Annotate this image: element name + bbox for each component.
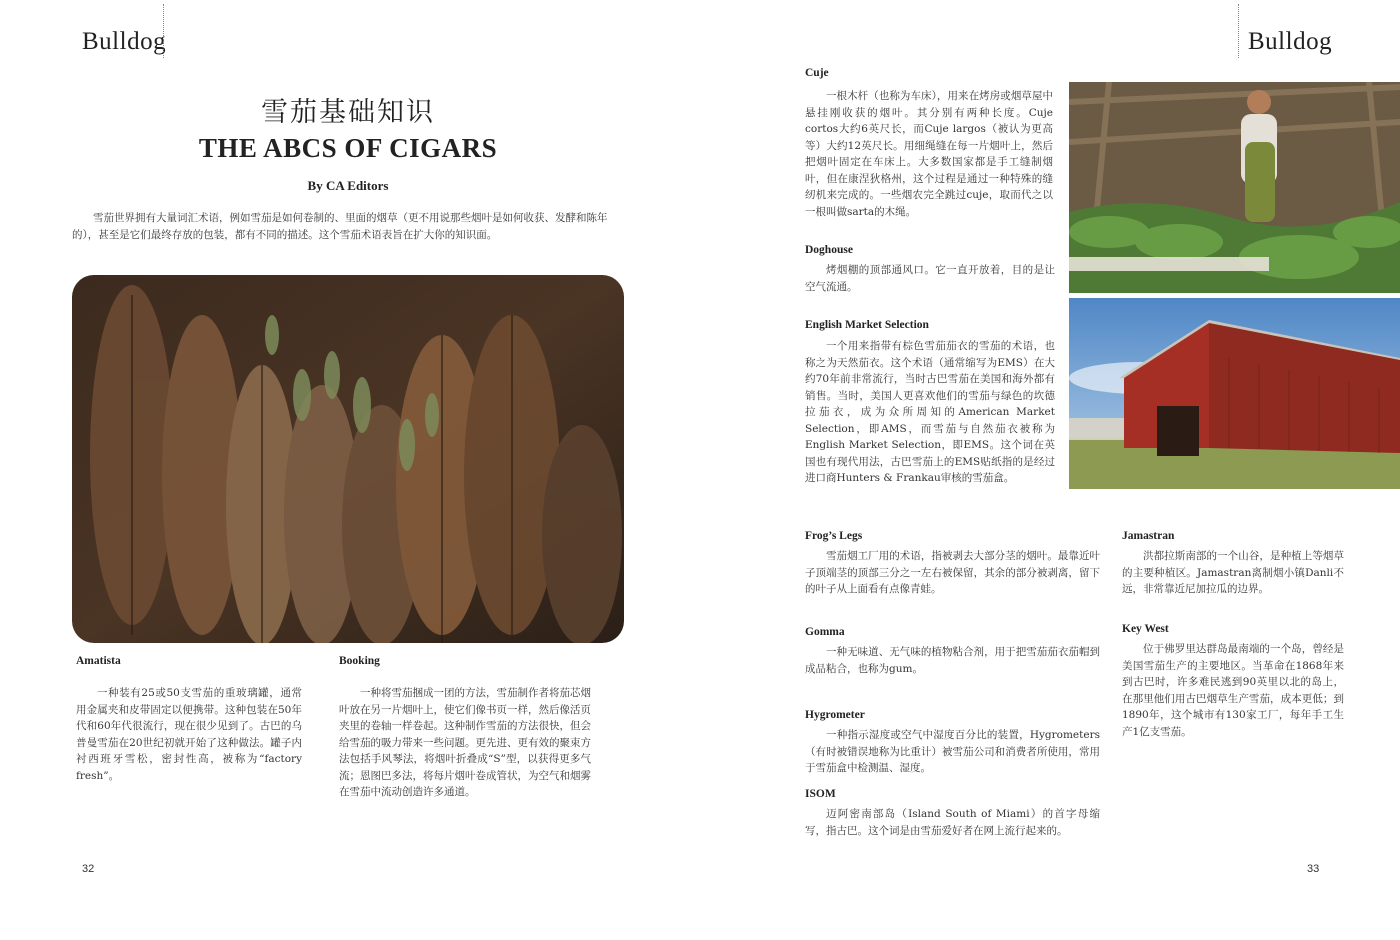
tobacco-leaves-illustration	[72, 275, 624, 643]
header-divider-right	[1238, 4, 1239, 58]
entry-term-ems: English Market Selection	[805, 319, 929, 331]
article-intro: 雪茄世界拥有大量词汇术语，例如雪茄是如何卷制的、里面的烟草（更不用说那些烟叶是如何收获、发酵和陈年的），甚至是它们最终存放的包装，都有不同的描述。这个雪茄术语表旨在扩大你的知识面。	[72, 212, 608, 241]
entry-term-cuje: Cuje	[805, 67, 829, 79]
entry-def-booking: 一种将雪茄捆成一团的方法，雪茄制作者将茄芯烟叶放在另一片烟叶上，使它们像书页一样，然后像活页夹里的卷轴一样卷起。这种制作雪茄的方法很快，但会给雪茄的吸力带来一些问题。更先进、更有效的聚束方法包括手风琴法，将烟叶折叠成“S”型，以获得更多气流；恩图巴多法，将每片烟叶卷成管状，为空气和烟雾在雪茄中流动创造许多通道。	[339, 687, 591, 798]
entry-def-key-west: 位于佛罗里达群岛最南端的一个岛，曾经是美国雪茄生产的主要地区。当革命在1868年来到古巴时，许多难民逃到90英里以北的岛上，在那里他们用古巴烟草生产雪茄，成本更低；到1890年，这个城市有130家工厂，每年手工生产1亿支雪茄。	[1122, 643, 1344, 738]
entry-term-hygrometer: Hygrometer	[805, 709, 865, 721]
entry-term-doghouse: Doghouse	[805, 244, 853, 256]
red-barn-illustration	[1069, 298, 1400, 489]
article-title-cn: 雪茄基础知识	[261, 97, 435, 128]
article-title-en: THE ABCS OF CIGARS	[198, 133, 498, 163]
entry-term-frogs-legs: Frog’s Legs	[805, 530, 863, 542]
entry-def-doghouse: 烤烟棚的顶部通风口。它一直开放着，目的是让空气流通。	[805, 264, 1055, 293]
article-byline: By CA Editors	[307, 178, 389, 193]
entry-term-key-west: Key West	[1122, 623, 1169, 635]
entry-def-ems: 一个用来指带有棕色雪茄茄衣的雪茄的术语，也称之为天然茄衣。这个术语（通常缩写为EMS）在大约70年前非常流行，当时古巴雪茄在美国和海外都有销售。当时，美国人更喜欢他们的雪茄与绿色的坎德拉茄衣，成为众所周知的American Market Selection，即AMS，而雪茄与自然茄衣被称为English Market Selection，即EMS。这个词在英国也有现代用法，古巴雪茄上的EMS贴纸指的是经过进口商Hunters & Frankau审核的雪茄盒。	[805, 340, 1055, 484]
entry-def-amatista: 一种装有25或50支雪茄的重玻璃罐，通常用金属夹和皮带固定以便携带。这种包装在50年代和60年代很流行，现在很少见到了。古巴的乌普曼雪茄在20世纪初就开始了这种做法。罐子内衬西班牙雪松，密封性高，被称为“factory fresh”。	[76, 687, 302, 782]
entry-term-gomma: Gomma	[805, 626, 845, 638]
header-divider-left	[163, 4, 164, 58]
page-number-left: 32	[82, 863, 95, 875]
entry-def-gomma: 一种无味道、无气味的植物粘合剂，用于把雪茄茄衣茄帽到成品粘合，也称为gum。	[805, 646, 1100, 675]
tobacco-worker-photo	[1069, 82, 1400, 293]
red-barn-photo	[1069, 298, 1400, 489]
entry-term-jamastran: Jamastran	[1122, 530, 1175, 542]
entry-def-jamastran: 洪都拉斯南部的一个山谷，是种植上等烟草的主要种植区。Jamastran离制烟小镇Danli不远，非常靠近尼加拉瓜的边界。	[1122, 550, 1344, 595]
entry-term-amatista: Amatista	[76, 655, 121, 667]
tobacco-worker-illustration	[1069, 82, 1400, 293]
entry-term-booking: Booking	[339, 655, 380, 667]
magazine-logo-left: Bulldog	[82, 28, 167, 55]
magazine-logo-right: Bulldog	[1248, 28, 1333, 55]
page-number-right: 33	[1307, 863, 1320, 875]
entry-term-isom: ISOM	[805, 788, 836, 800]
entry-def-hygrometer: 一种指示湿度或空气中湿度百分比的装置，Hygrometers（有时被错误地称为比重计）被雪茄公司和消费者所使用，常用于雪茄盒中检测温、湿度。	[805, 729, 1100, 774]
tobacco-leaves-photo	[72, 275, 624, 643]
entry-def-frogs-legs: 雪茄烟工厂用的术语，指被剥去大部分茎的烟叶。最靠近叶子顶端茎的顶部三分之一左右被保留，其余的部分被剥离，留下的叶子从上面看有点像青蛙。	[805, 550, 1100, 595]
entry-def-isom: 迈阿密南部岛（Island South of Miami）的首字母缩写，指古巴。这个词是由雪茄爱好者在网上流行起来的。	[805, 808, 1100, 837]
entry-def-cuje: 一根木杆（也称为车床），用来在烤房或烟草屋中悬挂刚收获的烟叶。其分别有两种长度。Cuje cortos大约6英尺长，而Cuje largos（被认为更高等）大约12英尺长。用细绳缝在每一片烟叶上，然后把烟叶固定在车床上。大多数国家都是手工缝制烟叶，但在康涅狄格州，这个过程是通过一种特殊的缝纫机来完成的。一些烟农完全跳过cuje，取而代之以一根叫做sarta的木绳。	[805, 90, 1053, 218]
